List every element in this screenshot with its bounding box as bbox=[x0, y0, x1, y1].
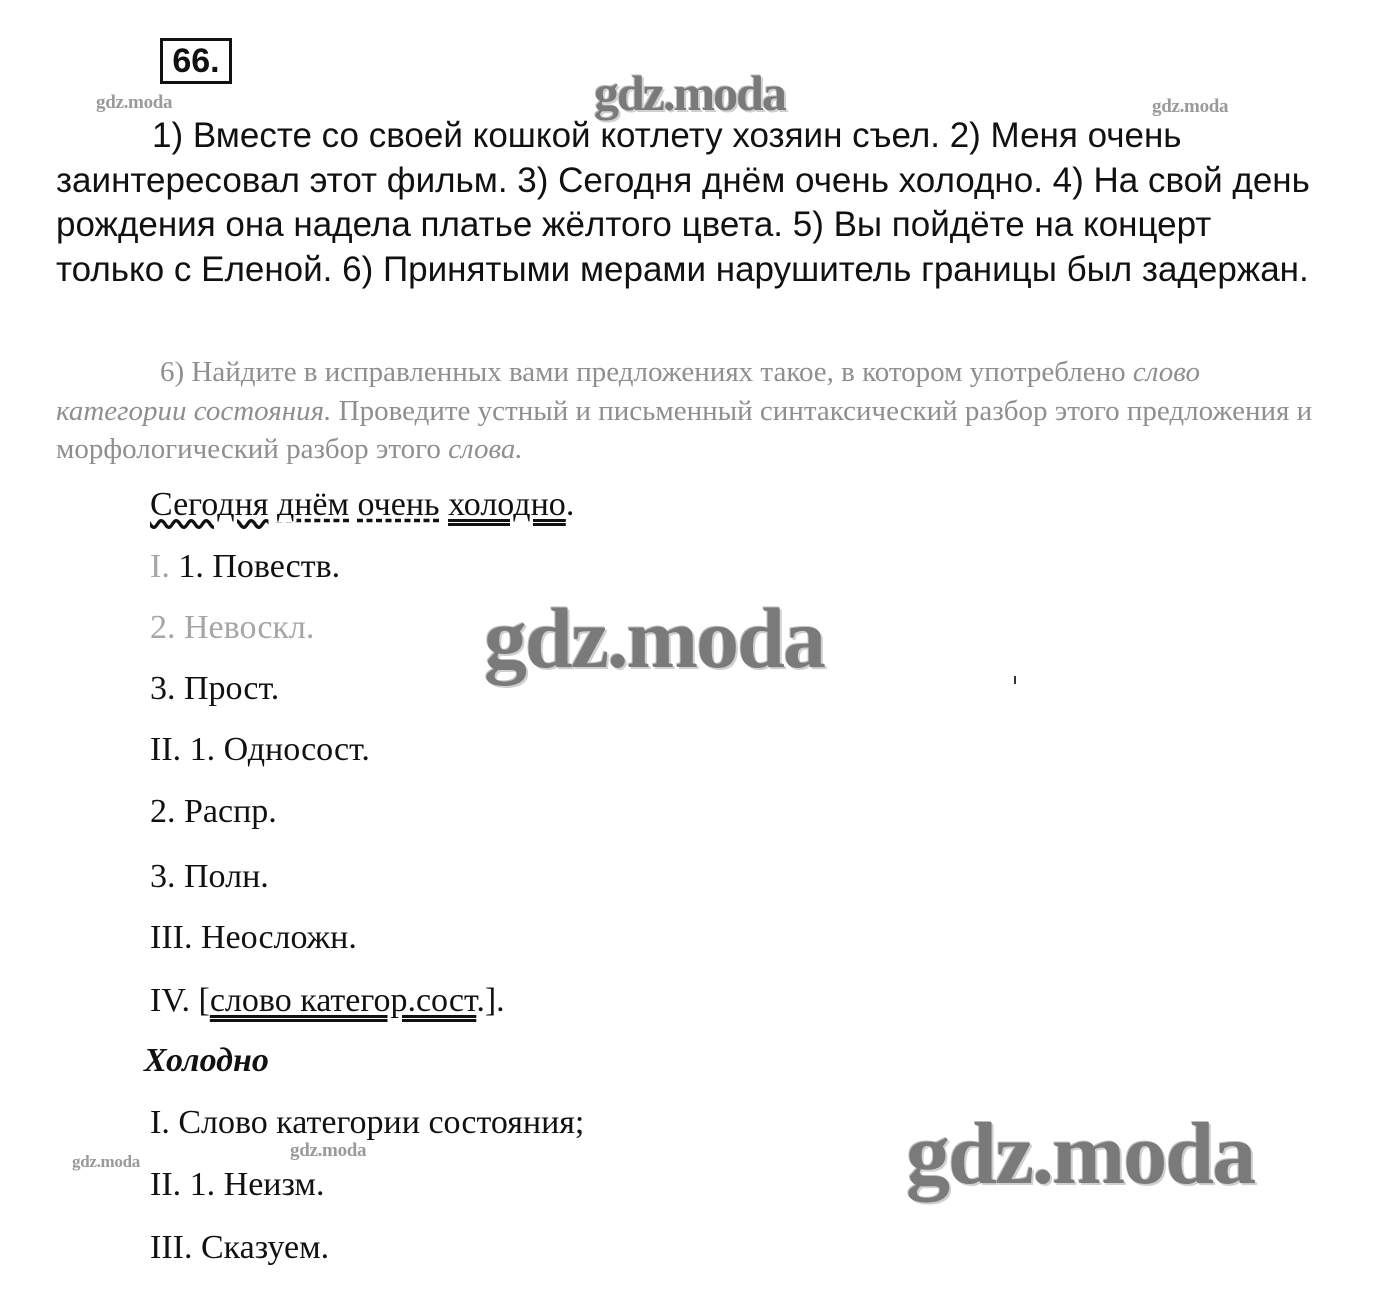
sentence-space bbox=[349, 486, 358, 523]
sentence-word-4: холодно bbox=[448, 486, 566, 523]
syntax-line-8-term: слово категор.сост bbox=[209, 982, 477, 1019]
sentence-space bbox=[268, 486, 277, 523]
morph-line-3: III. Сказуем. bbox=[150, 1229, 330, 1266]
sentence-end: . bbox=[565, 486, 575, 523]
watermark-small-bottom-left: gdz.moda bbox=[72, 1152, 140, 1171]
sentence-space bbox=[440, 486, 449, 523]
watermark-big-middle: gdz.moda bbox=[484, 590, 824, 686]
syntax-line-1-roman: I. bbox=[150, 548, 170, 585]
analyzed-sentence bbox=[150, 486, 574, 524]
syntax-line-5: 2. Распр. bbox=[150, 793, 277, 830]
watermark-small-bottom-center: gdz.moda bbox=[290, 1140, 367, 1161]
task-term1: слово категории состояния. bbox=[56, 356, 1200, 427]
syntax-line-1-text: 1. Повеств. bbox=[169, 548, 341, 585]
morph-line-1: I. Слово категории состояния; bbox=[150, 1104, 585, 1141]
syntax-line-7: III. Неосложн. bbox=[150, 919, 357, 956]
sentence-word-3: очень bbox=[357, 486, 440, 523]
syntax-line-8-prefix: IV. [ bbox=[150, 982, 210, 1019]
syntax-line-4: II. 1. Односост. bbox=[150, 731, 370, 768]
exercise-number: 66. bbox=[160, 38, 232, 84]
task-part2: Проведите устный и письменный синтаксический разбор этого предложения и морфологический разбор этого bbox=[56, 394, 1313, 465]
sentence-word-1: Сегодня bbox=[150, 486, 269, 523]
syntax-line-3: 3. Прост. bbox=[150, 670, 280, 707]
morph-line-2: II. 1. Неизм. bbox=[150, 1166, 325, 1203]
syntax-line-1 bbox=[150, 548, 340, 586]
stray-mark bbox=[1014, 676, 1016, 684]
answer-paragraph: 1) Вместе со своей кошкой котлету хозяин съел. 2) Меня очень заинтересовал этот фильм. 3) Сегодня днём очень холодно. 4) На свой день рождения она надела платье жёлтого цвета. 5) Вы пойдёте на концерт только с Еленой. 6) Принятыми мерами нарушитель границы был задержан. bbox=[56, 116, 1310, 289]
task-part1: 6) Найдите в исправленных вами предложениях такое, в котором употреблено bbox=[160, 356, 1133, 388]
syntax-line-8 bbox=[150, 982, 505, 1020]
syntax-line-6: 3. Полн. bbox=[150, 858, 269, 895]
watermark-big-top-center: gdz.moda bbox=[594, 65, 785, 121]
watermark-big-bottom-right: gdz.moda bbox=[906, 1106, 1255, 1203]
task-term2: слова. bbox=[448, 433, 523, 465]
watermark-small-top-left: gdz.moda bbox=[96, 92, 173, 113]
sentence-word-2: днём bbox=[276, 486, 350, 523]
morph-heading: Холодно bbox=[144, 1042, 269, 1079]
syntax-line-8-suffix: .]. bbox=[476, 982, 505, 1019]
syntax-line-2: 2. Невоскл. bbox=[150, 609, 315, 646]
task-text bbox=[56, 353, 1326, 469]
watermark-small-top-right: gdz.moda bbox=[1152, 96, 1229, 117]
